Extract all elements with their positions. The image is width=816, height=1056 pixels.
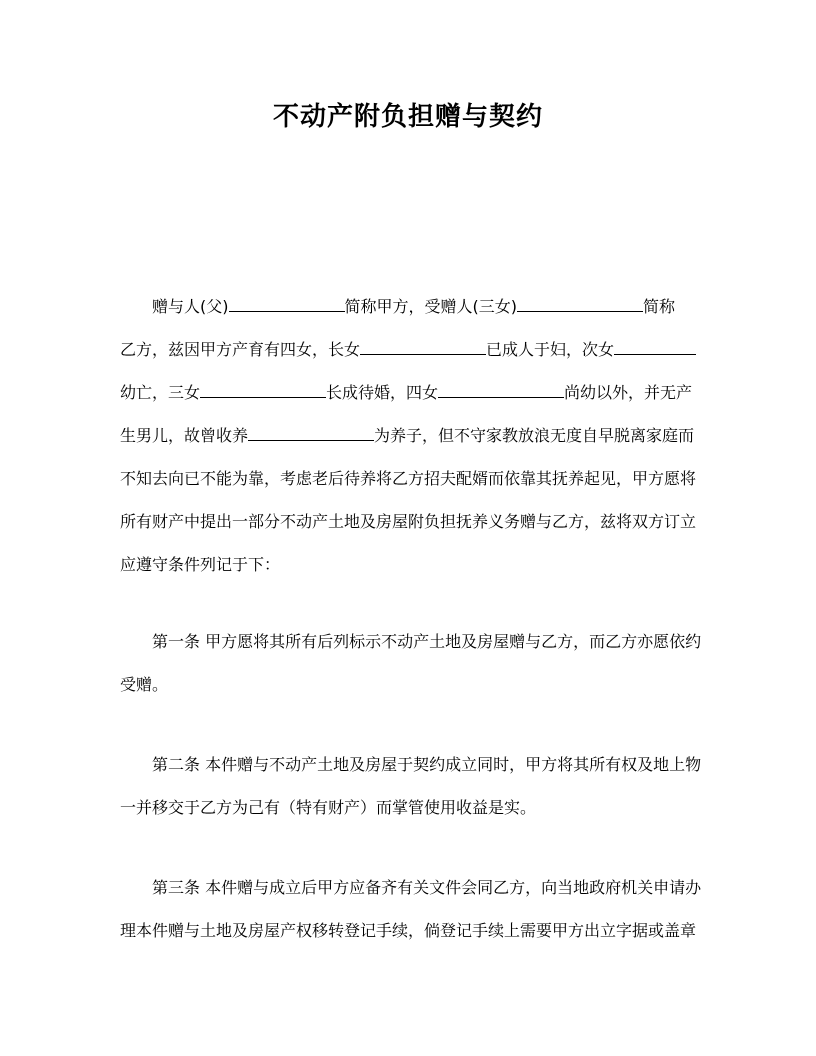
text: 长成待婚，四女 <box>326 383 439 402</box>
text: 生男儿，故曾收养 <box>120 426 249 445</box>
preamble-line-2 <box>120 338 696 362</box>
fill-blank <box>200 382 326 398</box>
article-3-line-1: 第三条 本件赠与成立后甲方应备齐有关文件会同乙方，向当地政府机关申请办 <box>152 878 702 897</box>
text: 乙方，兹因甲方产育有四女，长女 <box>120 340 361 359</box>
preamble-line-7: 应遵守条件列记于下： <box>120 555 281 574</box>
text: 赠与人(父) <box>152 297 229 316</box>
article-1-line-1: 第一条 甲方愿将其所有后列标示不动产土地及房屋赠与乙方，而乙方亦愿依约 <box>152 632 702 651</box>
text: 简称甲方，受赠人(三女) <box>344 297 517 316</box>
text: 简称 <box>643 297 676 316</box>
fill-blank <box>360 339 486 355</box>
article-1-line-2: 受赠。 <box>120 675 169 694</box>
preamble-line-6: 所有财产中提出一部分不动产土地及房屋附负担抚养义务赠与乙方，兹将双方订立 <box>120 512 697 531</box>
text: 为养子，但不守家教放浪无度自早脱离家庭而 <box>374 426 695 445</box>
article-2-line-1: 第二条 本件赠与不动产土地及房屋于契约成立同时，甲方将其所有权及地上物 <box>152 755 702 774</box>
article-2-line-2: 一并移交于乙方为己有（特有财产）而掌管使用收益是实。 <box>120 798 537 817</box>
fill-blank <box>248 425 374 441</box>
fill-blank <box>229 296 345 312</box>
text: 已成人于妇，次女 <box>486 340 615 359</box>
text: 尚幼以外，并无产 <box>564 383 693 402</box>
preamble-line-5: 不知去向已不能为靠，考虑老后待养将乙方招夫配婿而依靠其抚养起见，甲方愿将 <box>120 469 697 488</box>
fill-blank <box>614 339 696 355</box>
fill-blank <box>517 296 643 312</box>
preamble-line-4 <box>120 424 696 448</box>
text: 幼亡，三女 <box>120 383 201 402</box>
article-3-line-2: 理本件赠与土地及房屋产权移转登记手续，倘登记手续上需要甲方出立字据或盖章 <box>120 921 697 940</box>
preamble-line-3 <box>120 381 696 405</box>
fill-blank <box>438 382 564 398</box>
document-title: 不动产附负担赠与契约 <box>272 102 543 132</box>
preamble-line-1 <box>120 295 696 319</box>
